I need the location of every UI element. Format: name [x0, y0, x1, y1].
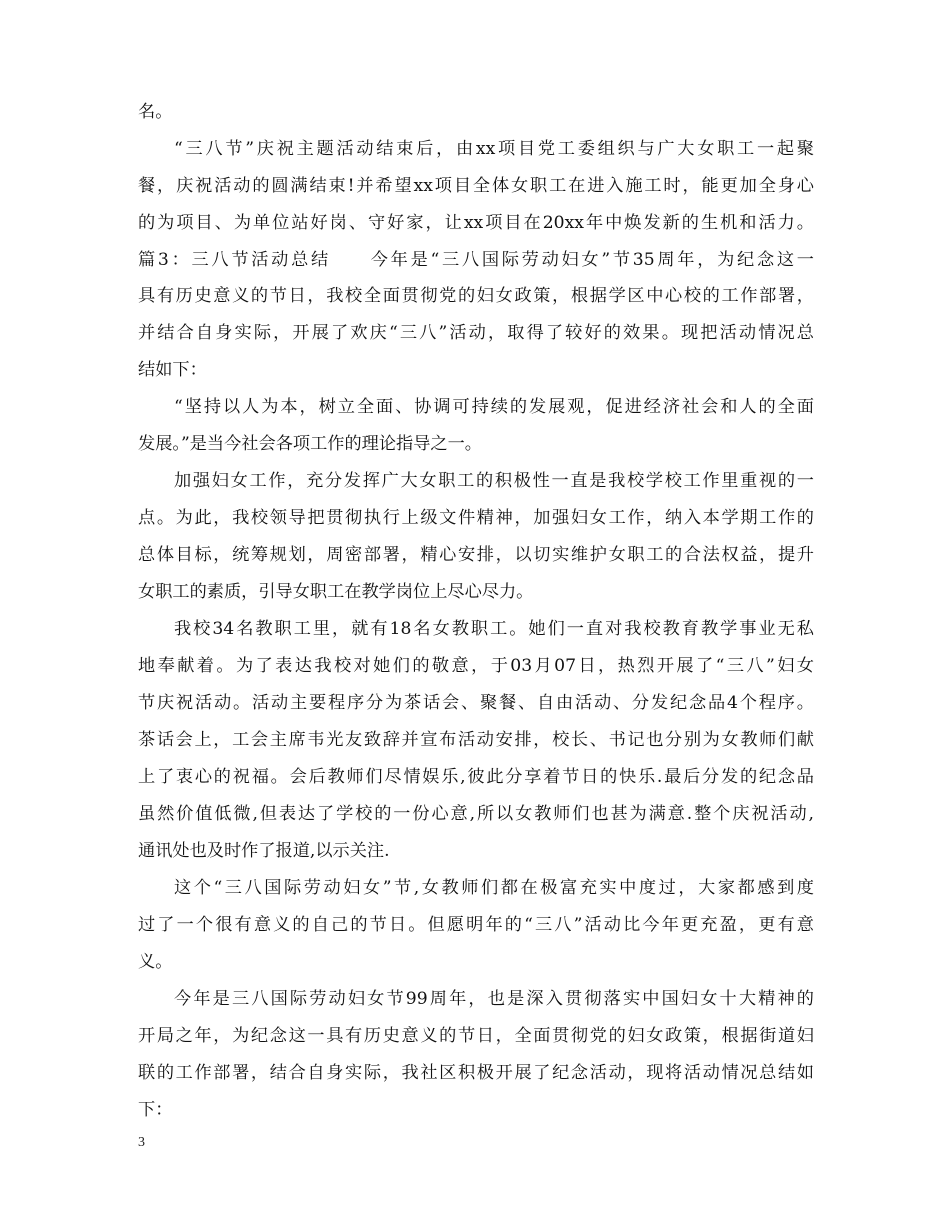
text-line: 餐，庆祝活动的圆满结束!并希望xx项目全体女职工在进入施工时，能更加全身心	[138, 176, 814, 196]
text-line: 今年是三八国际劳动妇女节99周年，也是深入贯彻落实中国妇女十大精神的	[174, 989, 814, 1009]
text-line: 点。为此，我校领导把贯彻执行上级文件精神，加强妇女工作，纳入本学期工作的	[138, 508, 814, 528]
text-line: 篇3：三八节活动总结 今年是“三八国际劳动妇女”节35周年，为纪念这一	[138, 250, 814, 270]
text-line: 过了一个很有意义的自己的节日。但愿明年的“三八”活动比今年更充盈，更有意	[138, 915, 814, 935]
text-line: 加强妇女工作，充分发挥广大女职工的积极性一直是我校学校工作里重视的一	[174, 471, 814, 491]
text-line: 下：	[138, 1100, 173, 1120]
text-line: 茶话会上，工会主席韦光友致辞并宣布活动安排，校长、书记也分别为女教师们献	[138, 730, 814, 750]
text-line: “三八节”庆祝主题活动结束后，由xx项目党工委组织与广大女职工一起聚	[174, 139, 814, 159]
text-line: 具有历史意义的节日，我校全面贯彻党的妇女政策，根据学区中心校的工作部署，	[138, 286, 814, 306]
text-line: 通讯处也及时作了报道,以示关注.	[138, 841, 390, 861]
text-line: 联的工作部署，结合自身实际，我社区积极开展了纪念活动，现将活动情况总结如	[138, 1063, 814, 1083]
text-line: 结如下：	[138, 360, 207, 380]
page-number: 3	[138, 1135, 145, 1150]
text-line: 总体目标，统筹规划，周密部署，精心安排，以切实维护女职工的合法权益，提升	[138, 545, 814, 565]
text-line: 义。	[138, 952, 173, 972]
text-line: 上了衷心的祝福。会后教师们尽情娱乐,彼此分享着节日的快乐.最后分发的纪念品	[138, 767, 814, 787]
text-line: 女职工的素质，引导女职工在教学岗位上尽心尽力。	[138, 582, 534, 602]
text-line: 我校34名教职工里，就有18名女教职工。她们一直对我校教育教学事业无私	[174, 619, 814, 639]
text-line: 的为项目、为单位站好岗、守好家，让xx项目在20xx年中焕发新的生机和活力。	[138, 213, 814, 233]
text-line: 地奉献着。为了表达我校对她们的敬意，于03月07日，热烈开展了“三八”妇女	[138, 656, 814, 676]
text-line: 名。	[138, 102, 173, 122]
text-line: “坚持以人为本，树立全面、协调可持续的发展观，促进经济社会和人的全面	[174, 397, 814, 417]
text-line: 节庆祝活动。活动主要程序分为茶话会、聚餐、自由活动、分发纪念品4个程序。	[138, 693, 814, 713]
text-line: 虽然价值低微,但表达了学校的一份心意,所以女教师们也甚为满意.整个庆祝活动,	[138, 804, 814, 824]
text-line: 开局之年，为纪念这一具有历史意义的节日，全面贯彻党的妇女政策，根据街道妇	[138, 1026, 814, 1046]
text-line: 并结合自身实际，开展了欢庆“三八”活动，取得了较好的效果。现把活动情况总	[138, 323, 814, 343]
text-line: 这个“三八国际劳动妇女”节,女教师们都在极富充实中度过，大家都感到度	[174, 878, 814, 898]
text-line: 发展。”是当今社会各项工作的理论指导之一。	[138, 434, 482, 454]
